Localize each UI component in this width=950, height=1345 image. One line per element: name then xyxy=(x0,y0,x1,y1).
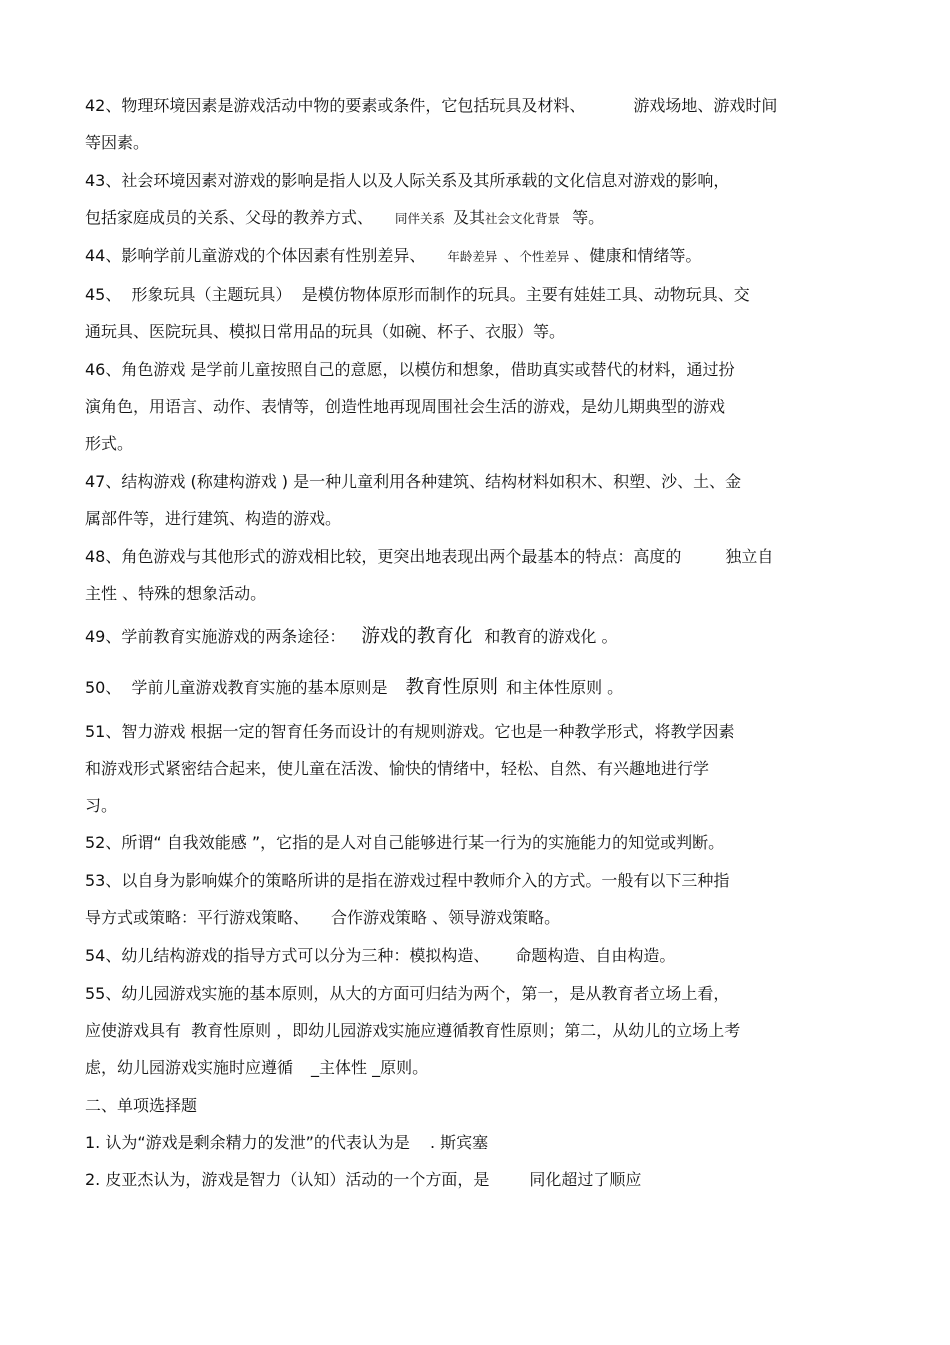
choice-answer-2: 同化超过了顺应 xyxy=(529,1170,642,1189)
item-47-line-2: 属部件等，进行建筑、构造的游戏。 xyxy=(85,509,342,528)
item-55-line-1: 55、幼儿园游戏实施的基本原则，从大的方面可归结为两个，第一，是从教育者立场上看， xyxy=(85,984,730,1003)
answer-age-difference: 年龄差异 xyxy=(447,249,498,264)
choice-item-1: 1. 认为“游戏是剩余精力的发泄”的代表认为是 . 斯宾塞 xyxy=(85,1133,489,1152)
item-51-line-3: 习。 xyxy=(85,796,118,815)
item-44-line-1: 44、影响学前儿童游戏的个体因素有性别差异、 年龄差异 、个性差异 、健康和情绪等。 xyxy=(85,246,702,265)
item-52-line-1: 52、所谓“ 自我效能感 ”，它指的是人对自己能够进行某一行为的实施能力的知觉或判断。 xyxy=(85,833,725,852)
answer-social-culture: 社会文化背景 xyxy=(485,211,561,226)
item-51-line-1: 51、智力游戏 根据一定的智育任务而设计的有规则游戏。它也是一种教学形式，将教学因素 xyxy=(85,722,735,741)
item-46-line-2: 演角色，用语言、动作、表情等，创造性地再现周围社会生活的游戏，是幼儿期典型的游戏 xyxy=(85,397,726,416)
item-55-line-3: 虑，幼儿园游戏实施时应遵循 _主体性 _原则。 xyxy=(85,1058,429,1077)
item-53-line-1: 53、以自身为影响媒介的策略所讲的是指在游戏过程中教师介入的方式。一般有以下三种指 xyxy=(85,871,730,890)
answer-personality-difference: 个性差异 xyxy=(519,249,570,264)
answer-peer-relations: 同伴关系 xyxy=(395,211,446,226)
item-51-line-2: 和游戏形式紧密结合起来，使儿童在活泼、愉快的情绪中，轻松、自然、有兴趣地进行学 xyxy=(85,759,710,778)
item-50-line-1: 50、 学前儿童游戏教育实施的基本原则是 教育性原则 和主体性原则 。 xyxy=(85,677,624,698)
choice-item-2: 2. 皮亚杰认为，游戏是智力（认知）活动的一个方面，是 同化超过了顺应 xyxy=(85,1170,642,1189)
item-45-line-2: 通玩具、医院玩具、模拟日常用品的玩具（如碗、杯子、衣服）等。 xyxy=(85,322,566,341)
item-46-line-1: 46、角色游戏 是学前儿童按照自己的意愿，以模仿和想象，借助真实或替代的材料，通过扮 xyxy=(85,360,735,379)
item-49-line-1: 49、学前教育实施游戏的两条途径： 游戏的教育化 和教育的游戏化 。 xyxy=(85,626,618,647)
item-46-line-3: 形式。 xyxy=(85,434,134,453)
answer-game-educationalization: 游戏的教育化 xyxy=(361,626,473,647)
item-43-line-2: 包括家庭成员的关系、父母的教养方式、 同伴关系 及其社会文化背景 等。 xyxy=(85,208,605,227)
item-48-line-2: 主性 、特殊的想象活动。 xyxy=(85,584,267,603)
item-48-line-1: 48、角色游戏与其他形式的游戏相比较，更突出地表现出两个最基本的特点：高度的 独立自 xyxy=(85,547,774,566)
item-55-line-2: 应使游戏具有 教育性原则 ，即幼儿园游戏实施应遵循教育性原则；第二，从幼儿的立场上考 xyxy=(85,1021,741,1040)
item-42-line-1: 42、物理环境因素是游戏活动中物的要素或条件，它包括玩具及材料、 游戏场地、游戏时间 xyxy=(85,96,778,115)
item-54-line-1: 54、幼儿结构游戏的指导方式可以分为三种：模拟构造、 命题构造、自由构造。 xyxy=(85,946,676,965)
item-42-line-2: 等因素。 xyxy=(85,133,150,152)
answer-educational-principle: 教育性原则 xyxy=(405,677,499,698)
item-43-line-1: 43、社会环境因素对游戏的影响是指人以及人际关系及其所承载的文化信息对游戏的影响， xyxy=(85,171,730,190)
item-53-line-2: 导方式或策略：平行游戏策略、 合作游戏策略 、领导游戏策略。 xyxy=(85,908,561,927)
item-45-line-1: 45、 形象玩具（主题玩具） 是模仿物体原形而制作的玩具。主要有娃娃工具、动物玩具、交 xyxy=(85,285,750,304)
section-title: 二、单项选择题 xyxy=(85,1096,198,1115)
choice-answer-1: . 斯宾塞 xyxy=(429,1133,489,1152)
item-47-line-1: 47、结构游戏 (称建构游戏 ) 是一种儿童利用各种建筑、结构材料如积木、积塑、沙、土、金 xyxy=(85,472,742,491)
